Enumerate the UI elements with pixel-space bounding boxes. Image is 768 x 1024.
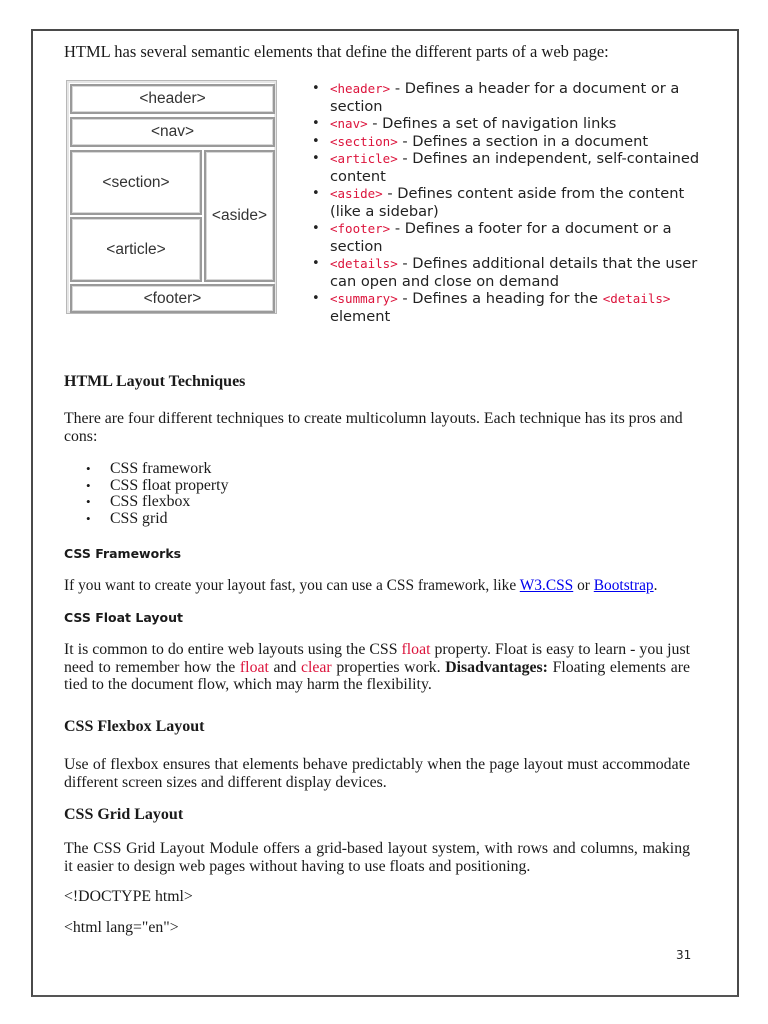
text: properties work. — [331, 658, 446, 676]
tag-name: <summary> — [330, 291, 398, 306]
list-item — [312, 255, 712, 290]
tag-name: <details> — [602, 291, 671, 306]
list-item — [312, 115, 712, 133]
diagram-footer-cell: <footer> — [70, 284, 275, 313]
code-line-html: <html lang="en"> — [64, 919, 179, 936]
list-item — [312, 133, 712, 151]
text: or — [573, 577, 594, 594]
intro-text: HTML has several semantic elements that define the different parts of a web page: — [64, 42, 609, 61]
flexbox-heading: CSS Flexbox Layout — [64, 718, 205, 735]
list-item: • CSS framework — [86, 461, 228, 478]
code-line-doctype: <!DOCTYPE html> — [64, 888, 193, 905]
text: Floating elements are tied to the document flow, which may harm the flexibility. — [64, 658, 690, 693]
tag-description: - Defines a section in a document — [397, 132, 649, 150]
diagram-section-cell: <section> — [70, 150, 202, 215]
tag-name: <nav> — [330, 116, 368, 131]
text: It is common to do entire web layouts using the CSS — [64, 641, 402, 658]
diagram-header-cell: <header> — [70, 84, 275, 114]
text: property. Float is easy to learn - you just need to remember how the — [64, 641, 690, 676]
list-item: • CSS float property — [86, 478, 228, 495]
layout-techniques-heading: HTML Layout Techniques — [64, 373, 246, 390]
disadvantages-label: Disadvantages: — [445, 658, 548, 676]
keyword-float: float — [239, 658, 269, 676]
keyword-clear: clear — [301, 658, 332, 676]
bootstrap-link[interactable]: Bootstrap — [593, 577, 654, 594]
list-item: • CSS grid — [86, 511, 228, 528]
tag-description: - Defines additional details that the user can open and close on demand — [330, 255, 698, 290]
semantic-elements-list — [312, 80, 712, 325]
tag-name: <header> — [330, 81, 391, 96]
list-item — [312, 290, 712, 325]
float-heading: CSS Float Layout — [64, 610, 184, 625]
tag-name: <aside> — [330, 186, 383, 201]
tag-name: <details> — [330, 256, 398, 271]
grid-text: The CSS Grid Layout Module offers a grid-based layout system, with rows and columns, making it easier to design web pages without having to use floats and positioning. — [64, 840, 690, 875]
flexbox-text: Use of flexbox ensures that elements behave predictably when the page layout must accommodate different screen sizes and different display devices. — [64, 756, 690, 791]
tag-name: <section> — [330, 133, 398, 149]
layout-techniques-intro: There are four different techniques to create multicolumn layouts. Each technique has its pros and cons: — [64, 410, 683, 445]
page-number: 31 — [676, 948, 692, 962]
float-text — [64, 641, 690, 694]
tag-name: <article> — [330, 151, 398, 166]
diagram-nav-cell: <nav> — [70, 117, 275, 147]
tag-description: - Defines an independent, self-contained content — [330, 150, 700, 185]
list-item: • CSS flexbox — [86, 494, 228, 511]
list-item — [312, 80, 712, 115]
keyword-float: float — [401, 641, 431, 658]
tag-description: - Defines content aside from the content (like a sidebar) — [330, 185, 685, 220]
grid-heading: CSS Grid Layout — [64, 806, 184, 823]
frameworks-text — [64, 577, 690, 595]
frameworks-heading: CSS Frameworks — [64, 546, 182, 561]
diagram-aside-cell: <aside> — [204, 150, 275, 282]
tag-description: - Defines a set of navigation links — [367, 115, 617, 132]
tag-description: - Defines a header for a document or a section — [330, 80, 680, 115]
semantic-layout-diagram — [66, 80, 277, 314]
text: If you want to create your layout fast, you can use a CSS framework, like — [64, 577, 520, 594]
list-item — [312, 185, 712, 220]
tag-description: - Defines a footer for a document or a section — [330, 220, 672, 255]
list-item — [312, 220, 712, 255]
text: . — [653, 577, 658, 594]
tag-description: - Defines a heading for the — [397, 290, 603, 307]
tag-description: element — [330, 307, 391, 325]
tag-name: <footer> — [330, 221, 391, 236]
text: and — [268, 658, 301, 676]
w3css-link[interactable]: W3.CSS — [519, 577, 574, 594]
diagram-article-cell: <article> — [70, 217, 202, 282]
list-item — [312, 150, 712, 185]
techniques-list — [86, 461, 228, 527]
